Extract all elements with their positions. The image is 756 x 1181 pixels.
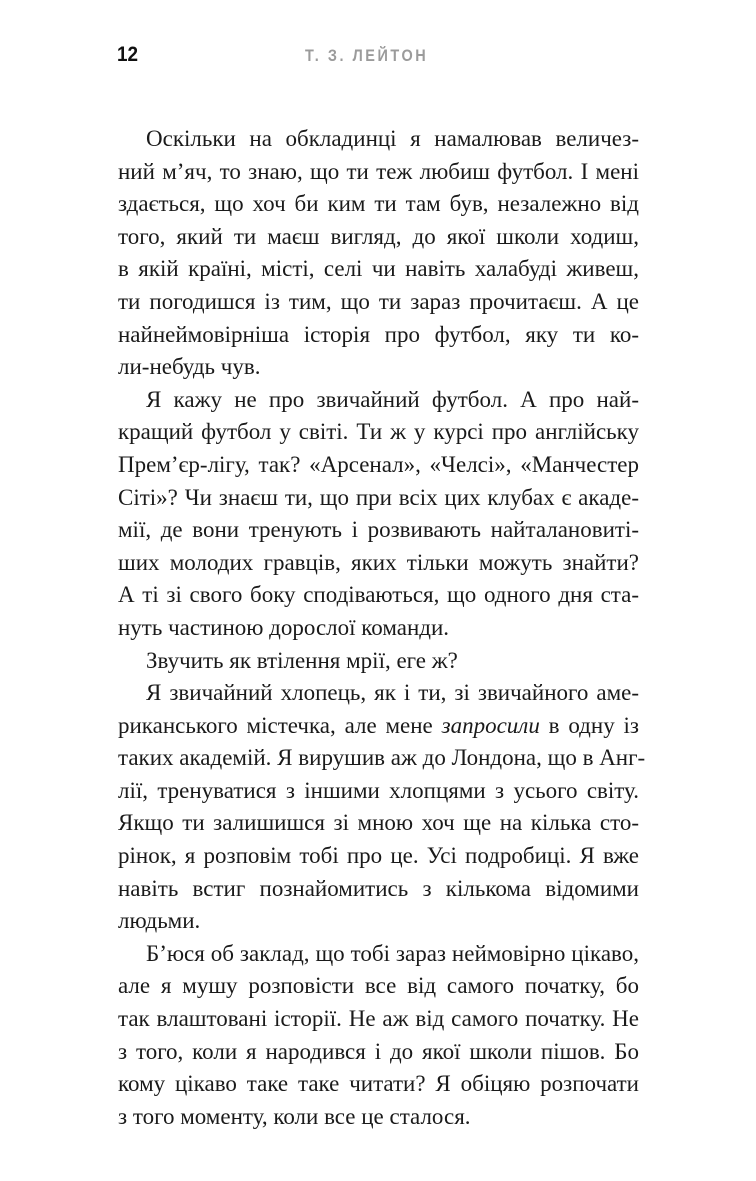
- paragraph: [118, 677, 646, 938]
- running-head-author: Т. З. ЛЕЙТОН: [305, 46, 429, 65]
- text-line: Б’юся об заклад, що тобі зараз неймовірно цікаво,: [146, 940, 639, 966]
- text-segment: риканського містечка, але мене: [118, 712, 442, 738]
- text-line: ших молодих гравців, яких тільки можуть знайти?: [118, 549, 639, 575]
- text-line: [118, 710, 639, 743]
- text-line: таких академій. Я вирушив аж до Лондона, що в Анг-: [118, 745, 646, 771]
- text-line: Звучить як втілення мрії, еге ж?: [146, 647, 458, 673]
- text-line: А ті зі свого боку сподіваються, що одного дня ста-: [118, 582, 639, 608]
- text-line: людьми.: [118, 908, 201, 934]
- paragraph: [118, 645, 639, 678]
- text-line: того, який ти маєш вигляд, до якої школи ходиш,: [118, 223, 639, 249]
- text-line: Я кажу не про звичайний футбол. А про най-: [146, 386, 639, 412]
- text-line: мії, де вони тренують і розвивають найталановиті-: [118, 517, 639, 543]
- text-line: навіть встиг познайомитись з кількома відомими: [118, 875, 639, 901]
- paragraph: [118, 384, 639, 645]
- text-line: Сіті»? Чи знаєш ти, що при всіх цих клубах є акаде-: [118, 484, 639, 510]
- text-line: Оскільки на обкладинці я намалював величез-: [146, 126, 639, 151]
- text-line: нуть частиною дорослої команди.: [118, 614, 450, 640]
- text-line: з того моменту, коли все це сталося.: [118, 1103, 471, 1129]
- text-line: лії, тренуватися з іншими хлопцями з усього світу.: [118, 777, 639, 803]
- text-segment: в одну із: [539, 712, 639, 738]
- page-number: 12: [117, 43, 139, 66]
- body-text: [118, 123, 646, 1133]
- text-line: Я звичайний хлопець, як і ти, зі звичайного аме-: [146, 680, 639, 706]
- text-line: кому цікаво таке таке читати? Я обіцяю розпочати: [118, 1071, 639, 1097]
- text-line: з того, коли я народився і до якої школи пішов. Бо: [118, 1038, 639, 1064]
- text-line: Якщо ти залишишся зі мною хоч ще на кілька сто-: [118, 810, 639, 836]
- text-line: здається, що хоч би ким ти там був, незалежно від: [118, 191, 639, 217]
- text-line: ти погодишся із тим, що ти зараз прочитаєш. А це: [118, 288, 639, 314]
- text-line: в якій країні, місті, селі чи навіть халабуді живеш,: [118, 256, 639, 282]
- paragraph: [118, 938, 639, 1134]
- text-line: ний м’яч, то знаю, що ти теж любиш футбол. І мені: [118, 158, 639, 184]
- text-line: Прем’єр-лігу, так? «Арсенал», «Челсі», «Манчестер: [118, 451, 639, 477]
- text-line: найнеймовірніша історія про футбол, яку ти ко-: [118, 321, 639, 347]
- text-line: кращий футбол у світі. Ти ж у курсі про англійську: [118, 419, 639, 445]
- text-line: але я мушу розповісти все від самого початку, бо: [118, 973, 639, 999]
- text-line: рінок, я розповім тобі про це. Усі подробиці. Я вже: [118, 843, 639, 869]
- italic-emphasis: запросили: [441, 712, 540, 738]
- paragraph: [118, 123, 639, 384]
- text-line: ли-небудь чув.: [118, 354, 261, 380]
- text-line: так влаштовані історії. Не аж від самого початку. Не: [118, 1006, 639, 1032]
